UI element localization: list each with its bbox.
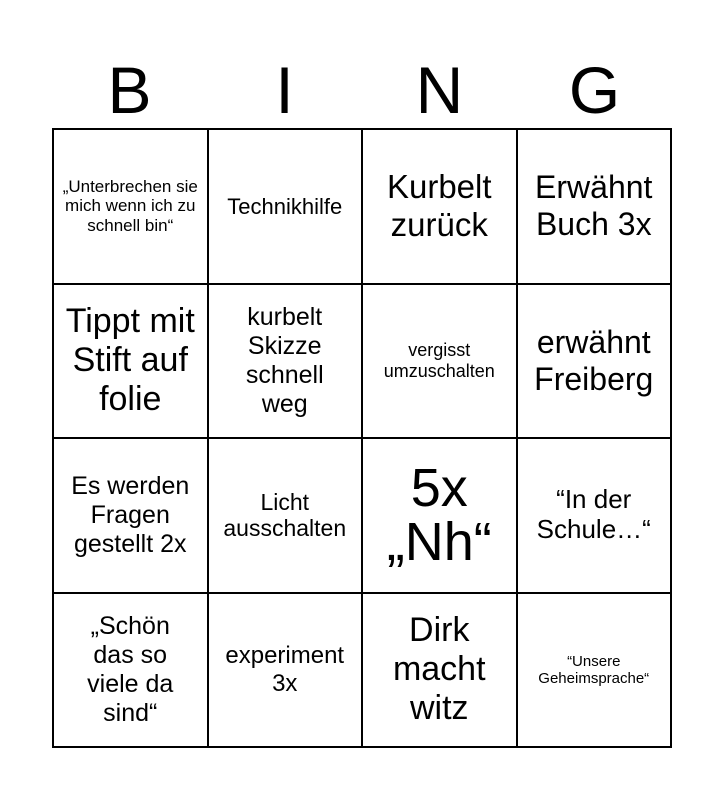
cell-text: “Unsere Geheimsprache“ [538,652,650,687]
cell-text: Kurbelt zurück [386,168,492,244]
cell-text: Es werden Fragen gestellt 2x [71,472,190,558]
bingo-cell[interactable] [208,129,363,284]
bingo-header [52,52,672,128]
cell-text: “In der Schule…“ [536,484,651,545]
cell-text: Technikhilfe [227,193,343,219]
bingo-card [52,128,672,748]
bingo-cell[interactable] [53,284,208,439]
cell-text: „Unterbrechen sie mich wenn ich zu schnell bin“ [62,176,198,236]
bingo-cell[interactable] [362,129,517,284]
bingo-cell[interactable] [362,438,517,593]
header-letter-b: B [107,53,152,127]
cell-text: vergisst umzuschalten [383,340,495,381]
cell-text: kurbelt Skizze schnell weg [245,303,324,418]
bingo-cell[interactable] [53,129,208,284]
bingo-cell[interactable] [53,438,208,593]
header-letter-g: G [568,53,621,127]
cell-text: erwähnt Freiberg [534,323,654,397]
bingo-cell[interactable] [517,593,672,748]
cell-text: Tippt mit Stift auf folie [65,302,195,419]
bingo-cell[interactable] [517,129,672,284]
bingo-cell[interactable] [208,438,363,593]
bingo-cell[interactable] [208,284,363,439]
bingo-cell[interactable] [517,438,672,593]
cell-text: Erwähnt Buch 3x [535,169,653,243]
header-letter-n: N [415,53,464,127]
cell-text: Licht ausschalten [223,488,347,542]
cell-text: 5x „Nh“ [386,458,492,573]
cell-text: Dirk macht witz [392,611,486,728]
bingo-cell[interactable] [517,284,672,439]
cell-text: experiment 3x [225,642,345,697]
bingo-cell[interactable] [208,593,363,748]
bingo-cell[interactable] [362,284,517,439]
header-letter-i: I [275,53,294,127]
bingo-cell[interactable] [362,593,517,748]
cell-text: „Schön das so viele da sind“ [87,612,174,727]
bingo-cell[interactable] [53,593,208,748]
